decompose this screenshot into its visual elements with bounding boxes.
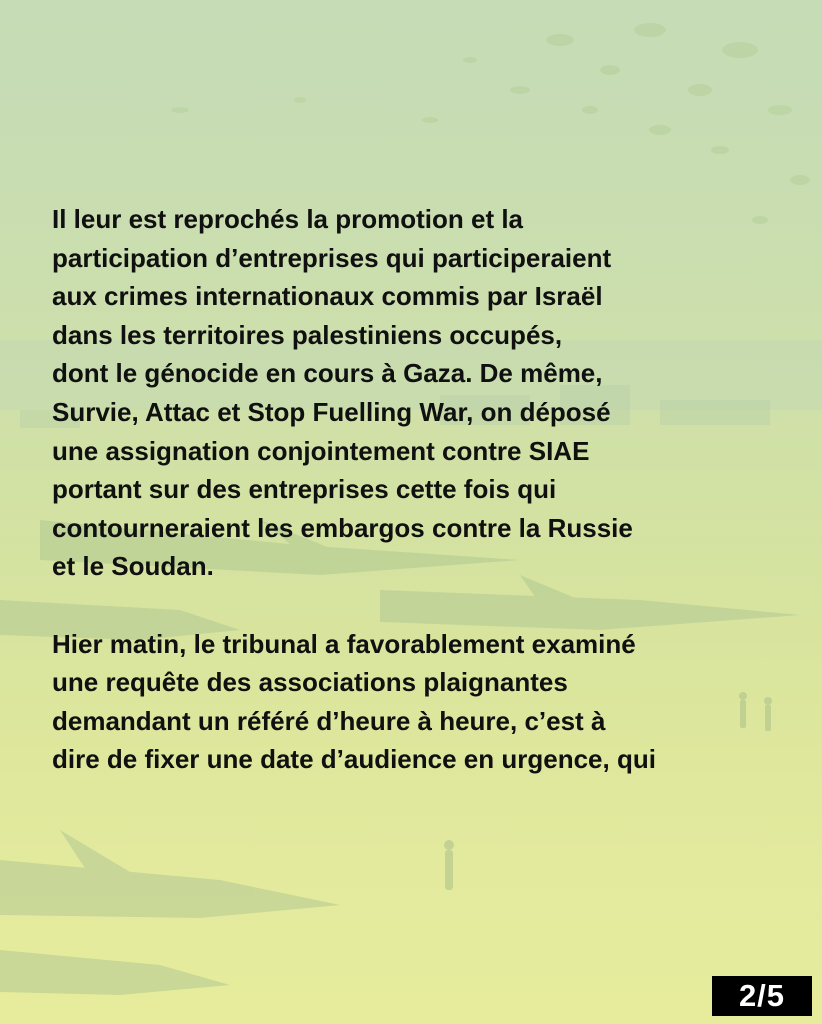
paragraph-1 bbox=[52, 200, 792, 586]
text-line: dire de fixer une date d’audience en urgence, qui bbox=[52, 744, 656, 775]
text-line: demandant un référé d’heure à heure, c’est à bbox=[52, 705, 606, 736]
paragraph-2 bbox=[52, 625, 792, 779]
text-line: portant sur des entreprises cette fois qui bbox=[52, 474, 557, 505]
text-line: Survie, Attac et Stop Fuelling War, on déposé bbox=[52, 396, 611, 427]
main-text bbox=[52, 200, 792, 779]
text-line: aux crimes internationaux commis par Israël bbox=[52, 281, 603, 312]
text-line: dont le génocide en cours à Gaza. De même, bbox=[52, 358, 603, 389]
text-line: participation d’entreprises qui participeraient bbox=[52, 242, 612, 273]
text-line: Hier matin, le tribunal a favorablement examiné bbox=[52, 628, 636, 659]
text-line: Il leur est reprochés la promotion et la bbox=[52, 204, 524, 234]
text-line: dans les territoires palestiniens occupés, bbox=[52, 319, 563, 350]
text-line: et le Soudan. bbox=[52, 551, 214, 582]
text-line: une requête des associations plaignantes bbox=[52, 667, 568, 698]
text-line: une assignation conjointement contre SIAE bbox=[52, 435, 590, 466]
text-line: contourneraient les embargos contre la Russie bbox=[52, 512, 633, 543]
page-indicator-badge: 2/5 bbox=[712, 976, 812, 1016]
